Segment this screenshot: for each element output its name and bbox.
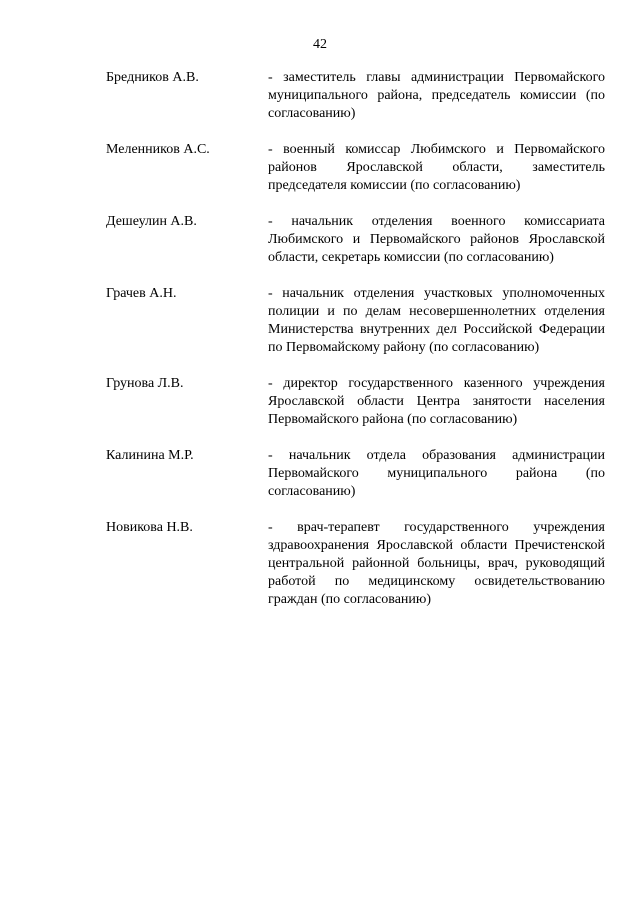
member-role: - врач-терапевт государственного учреждения здравоохранения Ярославской области Пречистенской центральной районной больницы, врач, руководящий работой по медицинскому освидетельствованию граждан (по согласованию)	[268, 520, 605, 607]
page-number: 42	[313, 37, 327, 52]
member-row	[0, 447, 640, 501]
member-name: Бредников А.В.	[106, 70, 199, 85]
member-name: Грунова Л.В.	[106, 376, 184, 391]
member-name: Меленников А.С.	[106, 142, 210, 157]
member-row	[0, 519, 640, 609]
member-role: - начальник отделения военного комиссариата Любимского и Первомайского районов Ярославской области, секретарь комиссии (по согласованию)	[268, 214, 605, 265]
member-name: Дешеулин А.В.	[106, 214, 197, 229]
member-role: - начальник отдела образования администрации Первомайского муниципального района (по согласованию)	[268, 448, 605, 499]
member-name: Новикова Н.В.	[106, 520, 193, 535]
member-name: Грачев А.Н.	[106, 286, 177, 301]
commission-members-list	[0, 69, 640, 627]
member-role: - директор государственного казенного учреждения Ярославской области Центра занятости населения Первомайского района (по согласованию)	[268, 376, 605, 427]
member-row	[0, 213, 640, 267]
member-row	[0, 69, 640, 123]
member-name: Калинина М.Р.	[106, 448, 194, 463]
member-role: - заместитель главы администрации Первомайского муниципального района, председатель комиссии (по согласованию)	[268, 70, 605, 121]
member-role: - военный комиссар Любимского и Первомайского районов Ярославской области, заместитель председателя комиссии (по согласованию)	[268, 142, 605, 193]
member-row	[0, 285, 640, 357]
member-row	[0, 141, 640, 195]
member-row	[0, 375, 640, 429]
member-role: - начальник отделения участковых уполномоченных полиции и по делам несовершеннолетних отделения Министерства внутренних дел Российской Федерации по Первомайскому району (по согласованию)	[268, 286, 605, 355]
